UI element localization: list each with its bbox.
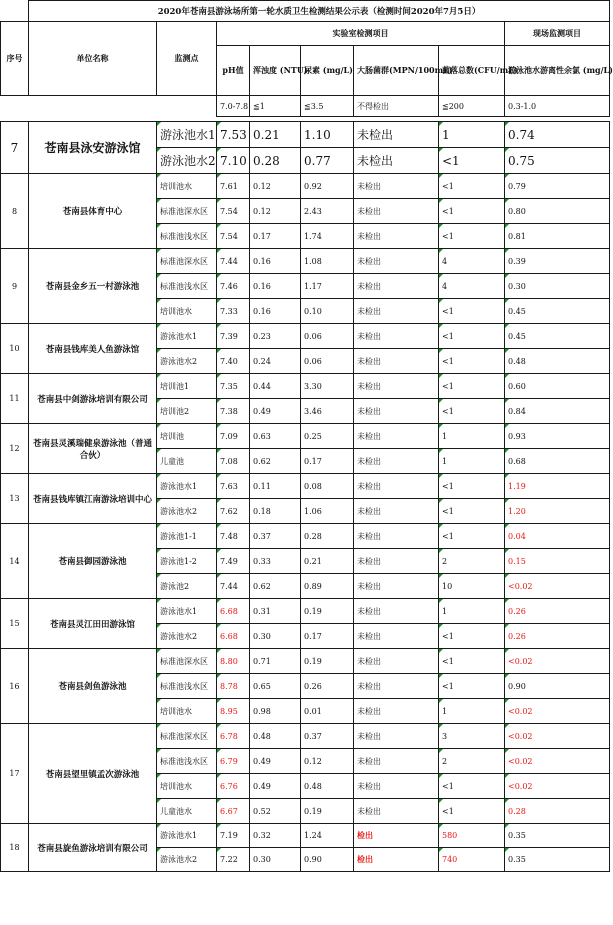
table-title: 2020年苍南县游泳场所第一轮水质卫生检测结果公示表（检测时间2020年7月5日） bbox=[29, 1, 610, 22]
header-chlorine: 游泳池水游离性余氯 (mg/L) bbox=[505, 46, 610, 96]
monitor-point: 标准池浅水区 bbox=[157, 274, 217, 299]
coliform-value: 未检出 bbox=[354, 774, 439, 799]
ph-value: 6.76 bbox=[217, 774, 250, 799]
monitor-point: 游泳池水2 bbox=[157, 848, 217, 872]
bacteria-value: 10 bbox=[439, 574, 505, 599]
monitor-point: 培训池水 bbox=[157, 299, 217, 324]
monitor-point: 培训池 bbox=[157, 424, 217, 449]
urea-value: 3.46 bbox=[301, 399, 354, 424]
table-row bbox=[1, 474, 610, 499]
bacteria-value: 1 bbox=[439, 424, 505, 449]
table-row bbox=[1, 724, 610, 749]
monitor-point: 游泳池1-1 bbox=[157, 524, 217, 549]
turbidity-value: 0.30 bbox=[250, 848, 301, 872]
urea-value: 1.06 bbox=[301, 499, 354, 524]
urea-value: 3.30 bbox=[301, 374, 354, 399]
venue-seq: 16 bbox=[1, 649, 29, 724]
table-row bbox=[1, 374, 610, 399]
monitor-point: 标准池浅水区 bbox=[157, 674, 217, 699]
turbidity-value: 0.62 bbox=[250, 574, 301, 599]
coliform-value: 未检出 bbox=[354, 524, 439, 549]
bacteria-value: <1 bbox=[439, 299, 505, 324]
coliform-value: 未检出 bbox=[354, 122, 439, 148]
chlorine-value: 0.30 bbox=[505, 274, 610, 299]
monitor-point: 培训池1 bbox=[157, 374, 217, 399]
chlorine-value: 0.45 bbox=[505, 324, 610, 349]
ph-value: 7.49 bbox=[217, 549, 250, 574]
coliform-value: 未检出 bbox=[354, 174, 439, 199]
bacteria-value: <1 bbox=[439, 224, 505, 249]
chlorine-value: 0.80 bbox=[505, 199, 610, 224]
bacteria-value: <1 bbox=[439, 799, 505, 824]
venue-name: 苍南县钱库镇江南游泳培训中心 bbox=[29, 474, 157, 524]
chlorine-value: 0.79 bbox=[505, 174, 610, 199]
chlorine-value: 0.28 bbox=[505, 799, 610, 824]
header-turbidity: 浑浊度 (NTU) bbox=[250, 46, 301, 96]
table-row bbox=[1, 174, 610, 199]
turbidity-value: 0.62 bbox=[250, 449, 301, 474]
urea-value: 0.77 bbox=[301, 148, 354, 174]
monitor-point: 标准池深水区 bbox=[157, 199, 217, 224]
standards-row bbox=[1, 96, 610, 117]
ph-value: 6.68 bbox=[217, 599, 250, 624]
monitor-point: 游泳池水2 bbox=[157, 148, 217, 174]
bacteria-value: 740 bbox=[439, 848, 505, 872]
ph-value: 7.61 bbox=[217, 174, 250, 199]
turbidity-value: 0.23 bbox=[250, 324, 301, 349]
bacteria-value: 1 bbox=[439, 449, 505, 474]
turbidity-value: 0.18 bbox=[250, 499, 301, 524]
ph-value: 7.19 bbox=[217, 824, 250, 848]
urea-value: 0.37 bbox=[301, 724, 354, 749]
table-row bbox=[1, 599, 610, 624]
turbidity-value: 0.17 bbox=[250, 224, 301, 249]
urea-value: 0.48 bbox=[301, 774, 354, 799]
turbidity-value: 0.65 bbox=[250, 674, 301, 699]
ph-value: 6.68 bbox=[217, 624, 250, 649]
venue-name: 苍南县体育中心 bbox=[29, 174, 157, 249]
ph-value: 6.79 bbox=[217, 749, 250, 774]
urea-value: 0.28 bbox=[301, 524, 354, 549]
standard-bacteria: ≦200 bbox=[439, 96, 505, 117]
bacteria-value: <1 bbox=[439, 624, 505, 649]
venue-seq: 18 bbox=[1, 824, 29, 872]
turbidity-value: 0.16 bbox=[250, 299, 301, 324]
urea-value: 0.19 bbox=[301, 649, 354, 674]
chlorine-value: 0.35 bbox=[505, 848, 610, 872]
ph-value: 7.08 bbox=[217, 449, 250, 474]
table-row bbox=[1, 649, 610, 674]
monitor-point: 标准池浅水区 bbox=[157, 749, 217, 774]
monitor-point: 游泳池水1 bbox=[157, 122, 217, 148]
venue-name: 苍南县灵江田田游泳馆 bbox=[29, 599, 157, 649]
coliform-value: 未检出 bbox=[354, 449, 439, 474]
chlorine-value: 0.15 bbox=[505, 549, 610, 574]
table-row bbox=[1, 424, 610, 449]
turbidity-value: 0.24 bbox=[250, 349, 301, 374]
coliform-value: 未检出 bbox=[354, 274, 439, 299]
bacteria-value: <1 bbox=[439, 399, 505, 424]
urea-value: 1.74 bbox=[301, 224, 354, 249]
ph-value: 7.40 bbox=[217, 349, 250, 374]
turbidity-value: 0.49 bbox=[250, 774, 301, 799]
chlorine-value: 0.93 bbox=[505, 424, 610, 449]
urea-value: 0.10 bbox=[301, 299, 354, 324]
header-unit-name: 单位名称 bbox=[29, 22, 157, 96]
chlorine-value: <0.02 bbox=[505, 649, 610, 674]
coliform-value: 未检出 bbox=[354, 349, 439, 374]
venue-name: 苍南县灵溪瑞健泉游泳池（普通合伙） bbox=[29, 424, 157, 474]
ph-value: 7.54 bbox=[217, 199, 250, 224]
standard-chlorine: 0.3-1.0 bbox=[505, 96, 610, 117]
venue-name: 苍南县泳安游泳馆 bbox=[29, 122, 157, 174]
ph-value: 7.44 bbox=[217, 249, 250, 274]
bacteria-value: <1 bbox=[439, 674, 505, 699]
ph-value: 7.54 bbox=[217, 224, 250, 249]
coliform-value: 检出 bbox=[354, 848, 439, 872]
venue-seq: 17 bbox=[1, 724, 29, 824]
chlorine-value: 0.48 bbox=[505, 349, 610, 374]
header-seq: 序号 bbox=[1, 22, 29, 96]
standard-ph: 7.0-7.8 bbox=[217, 96, 250, 117]
turbidity-value: 0.12 bbox=[250, 199, 301, 224]
ph-value: 6.78 bbox=[217, 724, 250, 749]
bacteria-value: <1 bbox=[439, 174, 505, 199]
chlorine-value: 0.35 bbox=[505, 824, 610, 848]
turbidity-value: 0.52 bbox=[250, 799, 301, 824]
coliform-value: 未检出 bbox=[354, 324, 439, 349]
table-row bbox=[1, 524, 610, 549]
monitor-point: 游泳池水2 bbox=[157, 349, 217, 374]
ph-value: 7.38 bbox=[217, 399, 250, 424]
coliform-value: 未检出 bbox=[354, 224, 439, 249]
urea-value: 0.06 bbox=[301, 349, 354, 374]
turbidity-value: 0.12 bbox=[250, 174, 301, 199]
ph-value: 7.62 bbox=[217, 499, 250, 524]
urea-value: 1.08 bbox=[301, 249, 354, 274]
header-lab-items: 实验室检测项目 bbox=[217, 22, 505, 46]
chlorine-value: 0.81 bbox=[505, 224, 610, 249]
bacteria-value: 1 bbox=[439, 122, 505, 148]
monitor-point: 游泳池水2 bbox=[157, 624, 217, 649]
monitor-point: 标准池浅水区 bbox=[157, 224, 217, 249]
chlorine-value: 0.75 bbox=[505, 148, 610, 174]
coliform-value: 未检出 bbox=[354, 249, 439, 274]
ph-value: 7.35 bbox=[217, 374, 250, 399]
coliform-value: 未检出 bbox=[354, 674, 439, 699]
bacteria-value: <1 bbox=[439, 324, 505, 349]
chlorine-value: 0.26 bbox=[505, 599, 610, 624]
turbidity-value: 0.33 bbox=[250, 549, 301, 574]
turbidity-value: 0.48 bbox=[250, 724, 301, 749]
chlorine-value: 0.68 bbox=[505, 449, 610, 474]
chlorine-value: <0.02 bbox=[505, 724, 610, 749]
chlorine-value: 0.45 bbox=[505, 299, 610, 324]
standard-urea: ≦3.5 bbox=[301, 96, 354, 117]
venue-seq: 14 bbox=[1, 524, 29, 599]
monitor-point: 儿童池 bbox=[157, 449, 217, 474]
coliform-value: 未检出 bbox=[354, 799, 439, 824]
table-row bbox=[1, 249, 610, 274]
chlorine-value: 0.90 bbox=[505, 674, 610, 699]
coliform-value: 未检出 bbox=[354, 699, 439, 724]
monitor-point: 培训池2 bbox=[157, 399, 217, 424]
bacteria-value: 1 bbox=[439, 599, 505, 624]
ph-value: 7.22 bbox=[217, 848, 250, 872]
chlorine-value: <0.02 bbox=[505, 574, 610, 599]
header-urea: 尿素 (mg/L) bbox=[301, 46, 354, 96]
venue-name: 苍南县剑鱼游泳池 bbox=[29, 649, 157, 724]
urea-value: 0.26 bbox=[301, 674, 354, 699]
urea-value: 0.19 bbox=[301, 599, 354, 624]
chlorine-value: 1.20 bbox=[505, 499, 610, 524]
bacteria-value: 3 bbox=[439, 724, 505, 749]
urea-value: 0.19 bbox=[301, 799, 354, 824]
header-ph: pH值 bbox=[217, 46, 250, 96]
bacteria-value: 2 bbox=[439, 749, 505, 774]
bacteria-value: 2 bbox=[439, 549, 505, 574]
bacteria-value: 1 bbox=[439, 699, 505, 724]
ph-value: 7.33 bbox=[217, 299, 250, 324]
coliform-value: 未检出 bbox=[354, 474, 439, 499]
bacteria-value: <1 bbox=[439, 524, 505, 549]
turbidity-value: 0.28 bbox=[250, 148, 301, 174]
chlorine-value: 1.19 bbox=[505, 474, 610, 499]
bacteria-value: <1 bbox=[439, 349, 505, 374]
turbidity-value: 0.71 bbox=[250, 649, 301, 674]
bacteria-value: <1 bbox=[439, 148, 505, 174]
urea-value: 0.92 bbox=[301, 174, 354, 199]
bacteria-value: <1 bbox=[439, 199, 505, 224]
turbidity-value: 0.49 bbox=[250, 749, 301, 774]
ph-value: 7.44 bbox=[217, 574, 250, 599]
header-field-items: 现场监测项目 bbox=[505, 22, 610, 46]
monitor-point: 培训池水 bbox=[157, 699, 217, 724]
coliform-value: 未检出 bbox=[354, 549, 439, 574]
coliform-value: 未检出 bbox=[354, 148, 439, 174]
monitor-point: 培训池水 bbox=[157, 774, 217, 799]
header-monitor-point: 监测点 bbox=[157, 22, 217, 96]
monitor-point: 游泳池水2 bbox=[157, 499, 217, 524]
ph-value: 7.39 bbox=[217, 324, 250, 349]
venue-seq: 12 bbox=[1, 424, 29, 474]
bacteria-value: <1 bbox=[439, 649, 505, 674]
chlorine-value: <0.02 bbox=[505, 774, 610, 799]
monitor-point: 标准池深水区 bbox=[157, 249, 217, 274]
monitor-point: 标准池深水区 bbox=[157, 649, 217, 674]
bacteria-value: <1 bbox=[439, 474, 505, 499]
venue-name: 苍南县钱库美人鱼游泳馆 bbox=[29, 324, 157, 374]
coliform-value: 未检出 bbox=[354, 749, 439, 774]
coliform-value: 未检出 bbox=[354, 649, 439, 674]
urea-value: 0.89 bbox=[301, 574, 354, 599]
turbidity-value: 0.98 bbox=[250, 699, 301, 724]
table-row bbox=[1, 824, 610, 848]
monitor-point: 标准池深水区 bbox=[157, 724, 217, 749]
chlorine-value: 0.04 bbox=[505, 524, 610, 549]
urea-value: 0.12 bbox=[301, 749, 354, 774]
monitor-point: 儿童池水 bbox=[157, 799, 217, 824]
coliform-value: 未检出 bbox=[354, 374, 439, 399]
header-coliform: 大肠菌群(MPN/100mL) bbox=[354, 46, 439, 96]
monitor-point: 游泳池1-2 bbox=[157, 549, 217, 574]
monitor-point: 游泳池水1 bbox=[157, 824, 217, 848]
coliform-value: 未检出 bbox=[354, 724, 439, 749]
venue-seq: 11 bbox=[1, 374, 29, 424]
ph-value: 8.80 bbox=[217, 649, 250, 674]
venue-seq: 7 bbox=[1, 122, 29, 174]
ph-value: 7.48 bbox=[217, 524, 250, 549]
ph-value: 6.67 bbox=[217, 799, 250, 824]
chlorine-value: 0.26 bbox=[505, 624, 610, 649]
urea-value: 0.25 bbox=[301, 424, 354, 449]
coliform-value: 未检出 bbox=[354, 299, 439, 324]
coliform-value: 未检出 bbox=[354, 499, 439, 524]
bacteria-value: <1 bbox=[439, 374, 505, 399]
chlorine-value: 0.84 bbox=[505, 399, 610, 424]
urea-value: 2.43 bbox=[301, 199, 354, 224]
ph-value: 7.10 bbox=[217, 148, 250, 174]
monitor-point: 游泳池水1 bbox=[157, 324, 217, 349]
turbidity-value: 0.37 bbox=[250, 524, 301, 549]
monitor-point: 游泳池水1 bbox=[157, 474, 217, 499]
coliform-value: 未检出 bbox=[354, 599, 439, 624]
urea-value: 1.17 bbox=[301, 274, 354, 299]
coliform-value: 未检出 bbox=[354, 624, 439, 649]
monitor-point: 培训池水 bbox=[157, 174, 217, 199]
urea-value: 0.08 bbox=[301, 474, 354, 499]
bacteria-value: 4 bbox=[439, 274, 505, 299]
urea-value: 0.90 bbox=[301, 848, 354, 872]
standard-coliform: 不得检出 bbox=[354, 96, 439, 117]
urea-value: 0.17 bbox=[301, 449, 354, 474]
turbidity-value: 0.63 bbox=[250, 424, 301, 449]
turbidity-value: 0.44 bbox=[250, 374, 301, 399]
turbidity-value: 0.16 bbox=[250, 249, 301, 274]
chlorine-value: 0.74 bbox=[505, 122, 610, 148]
turbidity-value: 0.11 bbox=[250, 474, 301, 499]
chlorine-value: <0.02 bbox=[505, 749, 610, 774]
coliform-value: 未检出 bbox=[354, 199, 439, 224]
venue-seq: 8 bbox=[1, 174, 29, 249]
bacteria-value: 580 bbox=[439, 824, 505, 848]
bacteria-value: <1 bbox=[439, 499, 505, 524]
coliform-value: 未检出 bbox=[354, 399, 439, 424]
chlorine-value: 0.39 bbox=[505, 249, 610, 274]
venue-name: 苍南县旋鱼游泳培训有限公司 bbox=[29, 824, 157, 872]
ph-value: 8.78 bbox=[217, 674, 250, 699]
ph-value: 7.09 bbox=[217, 424, 250, 449]
urea-value: 0.17 bbox=[301, 624, 354, 649]
standard-turbidity: ≦1 bbox=[250, 96, 301, 117]
venue-seq: 13 bbox=[1, 474, 29, 524]
venue-name: 苍南县御园游泳池 bbox=[29, 524, 157, 599]
venue-seq: 10 bbox=[1, 324, 29, 374]
turbidity-value: 0.49 bbox=[250, 399, 301, 424]
turbidity-value: 0.32 bbox=[250, 824, 301, 848]
chlorine-value: <0.02 bbox=[505, 699, 610, 724]
table-row bbox=[1, 324, 610, 349]
ph-value: 7.53 bbox=[217, 122, 250, 148]
urea-value: 0.06 bbox=[301, 324, 354, 349]
coliform-value: 未检出 bbox=[354, 574, 439, 599]
urea-value: 0.01 bbox=[301, 699, 354, 724]
monitor-point: 游泳池2 bbox=[157, 574, 217, 599]
coliform-value: 未检出 bbox=[354, 424, 439, 449]
monitor-point: 游泳池水1 bbox=[157, 599, 217, 624]
turbidity-value: 0.21 bbox=[250, 122, 301, 148]
coliform-value: 检出 bbox=[354, 824, 439, 848]
chlorine-value: 0.60 bbox=[505, 374, 610, 399]
turbidity-value: 0.16 bbox=[250, 274, 301, 299]
urea-value: 1.24 bbox=[301, 824, 354, 848]
ph-value: 7.46 bbox=[217, 274, 250, 299]
urea-value: 0.21 bbox=[301, 549, 354, 574]
venue-name: 苍南县中剑游泳培训有限公司 bbox=[29, 374, 157, 424]
venue-seq: 9 bbox=[1, 249, 29, 324]
bacteria-value: 4 bbox=[439, 249, 505, 274]
ph-value: 7.63 bbox=[217, 474, 250, 499]
bacteria-value: <1 bbox=[439, 774, 505, 799]
table-row bbox=[1, 122, 610, 148]
venue-name: 苍南县望里镇孟次游泳池 bbox=[29, 724, 157, 824]
venue-name: 苍南县金乡五一村游泳池 bbox=[29, 249, 157, 324]
header-bacteria: 菌落总数(CFU/mL) bbox=[439, 46, 505, 96]
venue-seq: 15 bbox=[1, 599, 29, 649]
turbidity-value: 0.31 bbox=[250, 599, 301, 624]
turbidity-value: 0.30 bbox=[250, 624, 301, 649]
urea-value: 1.10 bbox=[301, 122, 354, 148]
ph-value: 8.95 bbox=[217, 699, 250, 724]
